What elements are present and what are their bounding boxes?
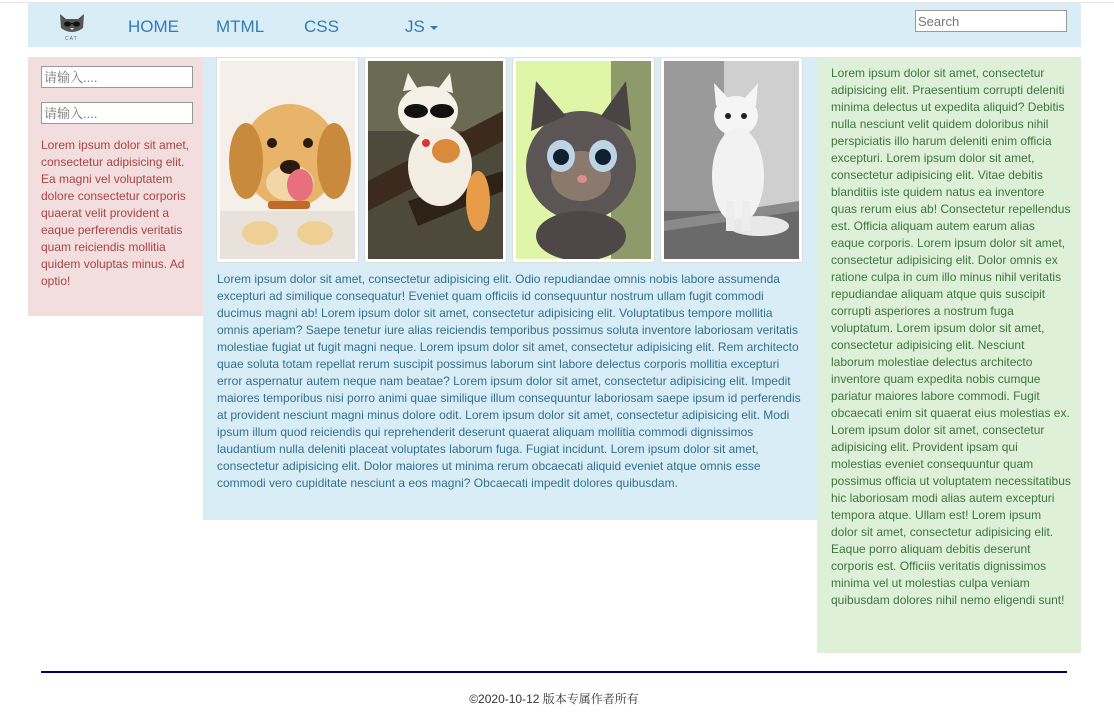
thumbnail-puppy[interactable] xyxy=(216,57,359,263)
nav-home-link[interactable]: HOME xyxy=(128,17,179,36)
caret-down-icon xyxy=(430,26,438,30)
thumbnail-white-cat[interactable] xyxy=(660,57,803,263)
kitten-photo-icon xyxy=(516,61,651,259)
nav-css-link[interactable]: CSS xyxy=(304,17,339,36)
nav-mtml-link[interactable]: MTML xyxy=(216,17,265,36)
right-sidebar xyxy=(817,57,1081,653)
sidebar-input-1[interactable] xyxy=(41,66,193,88)
footer-divider xyxy=(41,671,1067,673)
main-content xyxy=(203,57,817,520)
sidebar-text: Lorem ipsum dolor sit amet, consectetur adipisicing elit. Ea magni vel voluptatem dolore consectetur corporis quaerat velit provident a eaque perferendis veritatis quam reiciendis mollitia quidem voluptas minus. Ad optio! xyxy=(41,138,190,288)
right-sidebar-text: Lorem ipsum dolor sit amet, consectetur adipisicing elit. Praesentium corrupti deleniti minima delectus ut expedita aliquid? Debitis nulla nesciunt velit quidem doloribus nihil perspiciatis illo harum deleniti enim officia excepturi. Lorem ipsum dolor sit amet, consectetur adipisicing elit. Vitae debitis blanditiis iste quidem natus ea inventore quas rerum eius ab! Consectetur repellendus est. Officia aliquam autem earum alias eaque corporis. Lorem ipsum dolor sit amet, consectetur adipisicing elit. Dolor omnis ex ratione culpa in cum illo minus nihil veritatis repudiandae aliquam atque quis suscipit corrupti asperiores a nostrum fuga voluptatum. Lorem ipsum dolor sit amet, consectetur adipisicing elit. Nesciunt laborum molestiae delectus architecto inventore quam expedita nobis cumque pariatur maiores labore commodi. Fugit obcaecati enim sit quaerat eius molestias ex. Lorem ipsum dolor sit amet, consectetur adipisicing elit. Provident ipsam qui molestias eveniet consequuntur quam possimus officia ut voluptatem necessitatibus hic laboriosam modi alias autem excepturi tempora atque. Ullam est! Lorem ipsum dolor sit amet, consectetur adipisicing elit. Eaque porro aliquam debitis deserunt corporis est. Officiis veritatis dignissimos minima vel ut molestias culpa veniam quibusdam dolores nihil nemo eligendi sunt! xyxy=(831,66,1071,607)
thumbnail-kitten[interactable] xyxy=(512,57,655,263)
white-cat-photo-icon xyxy=(664,61,799,259)
footer-copyright: ©2020-10-12 版本专属作者所有 xyxy=(469,692,639,706)
logo-label: CAT xyxy=(65,36,78,42)
navbar xyxy=(28,3,1081,47)
left-sidebar xyxy=(28,57,203,316)
search-input[interactable] xyxy=(915,10,1067,32)
main-paragraph: Lorem ipsum dolor sit amet, consectetur adipisicing elit. Odio repudiandae omnis nobis labore assumenda excepturi ad similique consequatur! Eveniet quam officiis id consequuntur nostrum ullam fugit commodi ducimus magni ab! Lorem ipsum dolor sit amet, consectetur adipisicing elit. Voluptatibus tempore mollitia omnis aperiam? Saepe tenetur iure alias reiciendis temporibus possimus soluta inventore laboriosam veritatis molestiae fugiat ut fugit magni neque. Lorem ipsum dolor sit amet, consectetur adipisicing elit. Rem architecto quae soluta totam repellat rerum suscipit possimus laborum sint labore delectus corporis mollitia excepturi error aspernatur autem neque nam beatae? Lorem ipsum dolor sit amet, consectetur adipisicing elit. Impedit maiores temporibus nisi porro animi quae similique illum consequuntur laboriosam saepe ipsum id perferendis at provident nesciunt magni minus dolore odit. Lorem ipsum dolor sit amet, consectetur adipisicing elit. Modi ipsum illum quod reiciendis qui reprehenderit deserunt quaerat aliquam mollitia commodi dignissimos laudantium nulla deleniti placeat voluptates laborum fuga. Fugiat incidunt. Lorem ipsum dolor sit amet, consectetur adipisicing elit. Dolor maiores ut minima rerum obcaecati aliquid eveniet atque omnis esse commodi vero cupiditate nesciunt a eos magni? Obcaecati impedit dolores quibusdam. xyxy=(217,272,801,490)
puppy-photo-icon xyxy=(220,61,355,259)
cat-sunglasses-photo-icon xyxy=(368,61,503,259)
nav-js-dropdown[interactable] xyxy=(405,17,438,37)
thumbnail-cat-sunglasses[interactable] xyxy=(364,57,507,263)
sidebar-input-2[interactable] xyxy=(41,102,193,124)
cat-logo-icon[interactable] xyxy=(56,10,88,42)
nav-js-label: JS xyxy=(405,17,425,36)
